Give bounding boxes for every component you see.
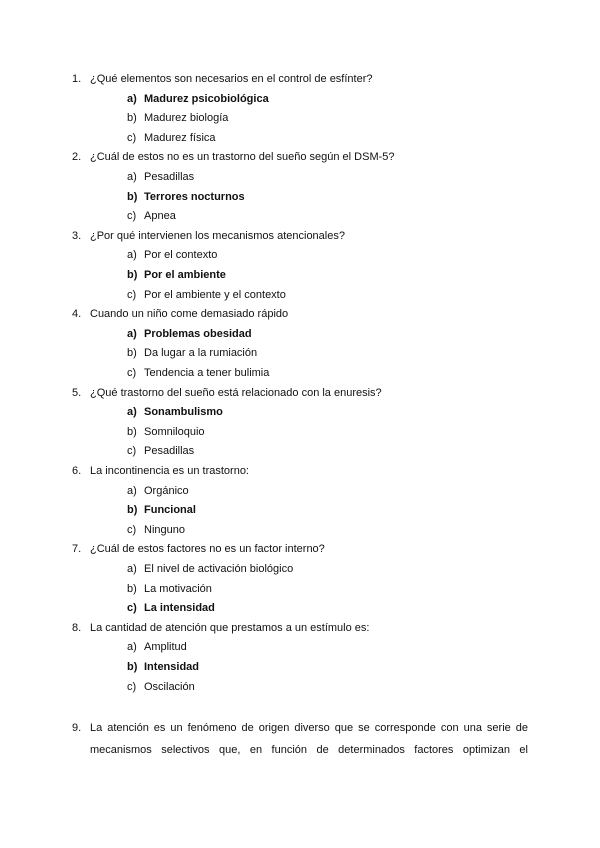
correct-answer: Problemas obesidad <box>144 327 252 340</box>
question-text: ¿Cuál de estos factores no es un factor interno? <box>90 543 325 556</box>
question-number: 1. <box>72 73 82 85</box>
answer-option: Oscilación <box>144 680 195 693</box>
answer-option: Por el contexto <box>144 249 218 262</box>
correct-answer: La intensidad <box>144 602 215 615</box>
option-letter: b) <box>127 582 137 595</box>
answer-option: Da lugar a la rumiación <box>144 347 258 360</box>
answer-option: El nivel de activación biológico <box>144 563 294 575</box>
answer-option: Pesadillas <box>144 171 195 183</box>
option-letter: a) <box>127 171 137 183</box>
question-text: ¿Qué elementos son necesarios en el control de esfínter? <box>90 73 373 85</box>
correct-answer: Por el ambiente <box>144 269 226 281</box>
question-number: 2. <box>72 151 82 164</box>
answer-option: Por el ambiente y el contexto <box>144 288 286 301</box>
answer-option: Tendencia a tener bulimia <box>144 367 270 379</box>
answer-option: La motivación <box>144 582 212 595</box>
question-text: ¿Qué trastorno del sueño está relacionado con la enuresis? <box>90 386 382 399</box>
option-letter: c) <box>127 131 137 144</box>
question-text: ¿Cuál de estos no es un trastorno del sueño según el DSM-5? <box>90 151 395 164</box>
question-number: 8. <box>72 621 82 634</box>
answer-option: Madurez biología <box>144 112 229 125</box>
correct-answer: Sonambulismo <box>144 406 223 419</box>
correct-answer: Madurez psicobiológica <box>144 92 269 105</box>
option-letter: a) <box>127 641 137 654</box>
question-number: 7. <box>72 543 82 556</box>
question-text: La incontinencia es un trastorno: <box>90 465 249 477</box>
correct-answer: Funcional <box>144 504 196 517</box>
question-number: 9. <box>72 722 82 734</box>
option-letter: b) <box>127 425 137 438</box>
answer-option: Orgánico <box>144 484 189 497</box>
option-letter: a) <box>127 92 137 105</box>
option-letter: c) <box>127 602 137 615</box>
option-letter: b) <box>127 190 138 203</box>
paragraph-line: mecanismos selectivos que, en función de determinados factores optimizan el <box>90 744 528 756</box>
question-number: 4. <box>72 308 82 321</box>
answer-option: Pesadillas <box>144 445 195 458</box>
option-letter: b) <box>127 347 137 360</box>
option-letter: b) <box>127 504 138 517</box>
answer-option: Ninguno <box>144 523 185 536</box>
answer-option: Amplitud <box>144 641 187 654</box>
question-number: 3. <box>72 229 82 242</box>
option-letter: b) <box>127 661 138 673</box>
option-letter: a) <box>127 563 137 575</box>
option-letter: c) <box>127 210 137 223</box>
option-letter: a) <box>127 406 137 419</box>
option-letter: b) <box>127 112 137 125</box>
option-letter: c) <box>127 367 137 379</box>
paragraph-line: La atención es un fenómeno de origen diverso que se corresponde con una serie de <box>90 722 528 734</box>
option-letter: a) <box>127 327 137 340</box>
question-number: 5. <box>72 386 82 399</box>
correct-answer: Intensidad <box>144 661 200 673</box>
correct-answer: Terrores nocturnos <box>144 190 245 203</box>
option-letter: c) <box>127 445 137 458</box>
answer-option: Somniloquio <box>144 425 205 438</box>
option-letter: c) <box>127 288 137 301</box>
question-text: La cantidad de atención que prestamos a un estímulo es: <box>90 621 370 634</box>
question-text: Cuando un niño come demasiado rápido <box>90 308 289 321</box>
answer-option: Apnea <box>144 210 176 223</box>
option-letter: c) <box>127 523 137 536</box>
option-letter: a) <box>127 249 137 262</box>
question-number: 6. <box>72 465 82 477</box>
question-text: ¿Por qué intervienen los mecanismos atencionales? <box>90 229 345 242</box>
option-letter: c) <box>127 680 137 693</box>
option-letter: b) <box>127 269 138 281</box>
answer-option: Madurez física <box>144 131 216 144</box>
option-letter: a) <box>127 484 137 497</box>
